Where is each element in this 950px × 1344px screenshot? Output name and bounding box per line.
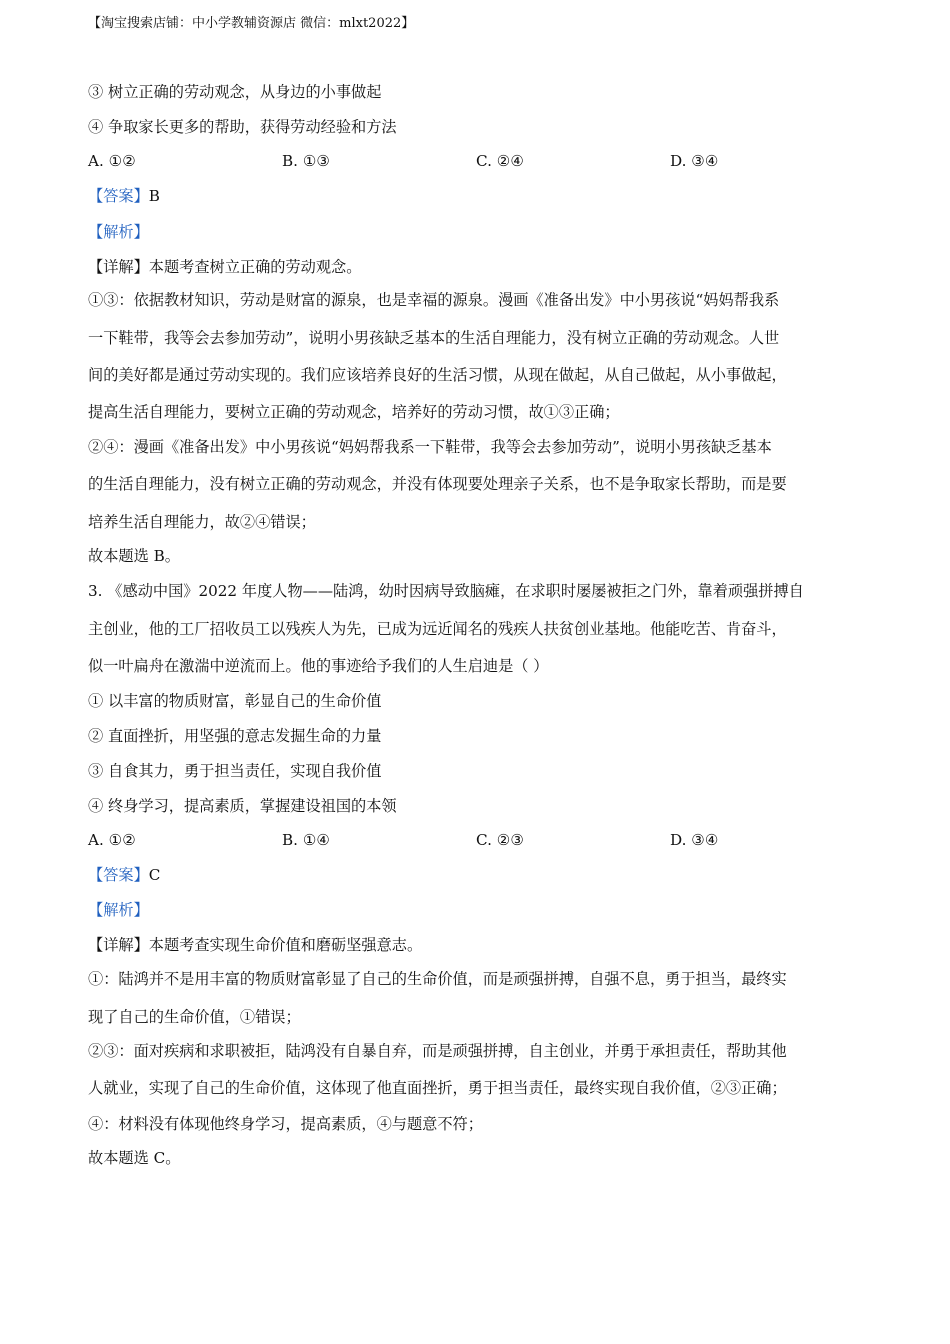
q2-option-d: D. ③④ [670,152,719,170]
q2-detail-line: ②④：漫画《准备出发》中小男孩说“妈妈帮我系一下鞋带，我等会去参加劳动”，说明小男孩缺乏基本 [88,438,772,456]
q2-item-4: ④ 争取家长更多的帮助，获得劳动经验和方法 [88,118,397,136]
q3-option-b: B. ①④ [282,831,331,849]
q2-option-a: A. ①② [88,152,136,170]
q3-item-4: ④ 终身学习，提高素质，掌握建设祖国的本领 [88,797,397,815]
q2-option-c: C. ②④ [476,152,524,170]
header-banner: 【淘宝搜索店铺：中小学教辅资源店 微信：mlxt2022】 [88,16,415,31]
q3-detail-line: 人就业，实现了自己的生命价值，这体现了他直面挫折，勇于担当责任，最终实现自我价值，②③正确； [88,1079,787,1097]
q3-option-c: C. ②③ [476,831,524,849]
q2-analysis-label: 【解析】 [88,223,149,241]
q2-option-b: B. ①③ [282,152,331,170]
q2-detail-line: 培养生活自理能力，故②④错误； [88,513,316,531]
q3-stem-line: 主创业，他的工厂招收员工以残疾人为先，已成为远近闻名的残疾人扶贫创业基地。他能吃苦、肯奋斗， [88,620,787,638]
q2-detail-line: 的生活自理能力，没有树立正确的劳动观念，并没有体现要处理亲子关系，也不是争取家长帮助，而是要 [88,475,787,493]
q3-item-1: ① 以丰富的物质财富，彰显自己的生命价值 [88,692,382,710]
q3-option-a: A. ①② [88,831,136,849]
q2-answer-label: 【答案】 [88,187,149,205]
q2-answer [88,186,160,206]
q3-item-3: ③ 自食其力，勇于担当责任，实现自我价值 [88,762,382,780]
q2-detail-line: 提高生活自理能力，要树立正确的劳动观念，培养好的劳动习惯，故①③正确； [88,403,620,421]
q2-detail-line: 【详解】本题考查树立正确的劳动观念。 [88,258,362,276]
q3-stem-line: 3. 《感动中国》2022 年度人物——陆鸿，幼时因病导致脑瘫，在求职时屡屡被拒之门外，靠着顽强拼搏自 [88,582,804,600]
q3-answer-label: 【答案】 [88,866,149,884]
q3-analysis-label: 【解析】 [88,901,149,919]
q3-answer [88,865,160,885]
q2-conclusion: 故本题选 B。 [88,547,180,565]
q3-detail-line: ②③：面对疾病和求职被拒，陆鸿没有自暴自弃，而是顽强拼搏，自主创业，并勇于承担责任，帮助其他 [88,1042,787,1060]
q3-conclusion: 故本题选 C。 [88,1149,181,1167]
q3-stem-line: 似一叶扁舟在激湍中逆流而上。他的事迹给予我们的人生启迪是（ ） [88,657,549,675]
q2-detail-line: 一下鞋带，我等会去参加劳动”，说明小男孩缺乏基本的生活自理能力，没有树立正确的劳动观念。人世 [88,329,780,347]
q3-answer-value: C [148,866,161,884]
q3-detail-line: ①：陆鸿并不是用丰富的物质财富彰显了自己的生命价值，而是顽强拼搏，自强不息，勇于担当，最终实 [88,970,787,988]
q3-detail-line: 【详解】本题考查实现生命价值和磨砺坚强意志。 [88,936,423,954]
q3-item-2: ② 直面挫折，用坚强的意志发掘生命的力量 [88,727,382,745]
q3-detail-line: ④：材料没有体现他终身学习，提高素质，④与题意不符； [88,1115,483,1133]
q3-detail-line: 现了自己的生命价值，①错误； [88,1008,301,1026]
q2-detail-line: ①③：依据教材知识，劳动是财富的源泉，也是幸福的源泉。漫画《准备出发》中小男孩说“妈妈帮我系 [88,291,780,309]
q2-detail-line: 间的美好都是通过劳动实现的。我们应该培养良好的生活习惯，从现在做起，从自己做起，从小事做起， [88,366,787,384]
q2-item-3: ③ 树立正确的劳动观念，从身边的小事做起 [88,83,382,101]
q3-option-d: D. ③④ [670,831,719,849]
q2-answer-value: B [148,187,160,205]
